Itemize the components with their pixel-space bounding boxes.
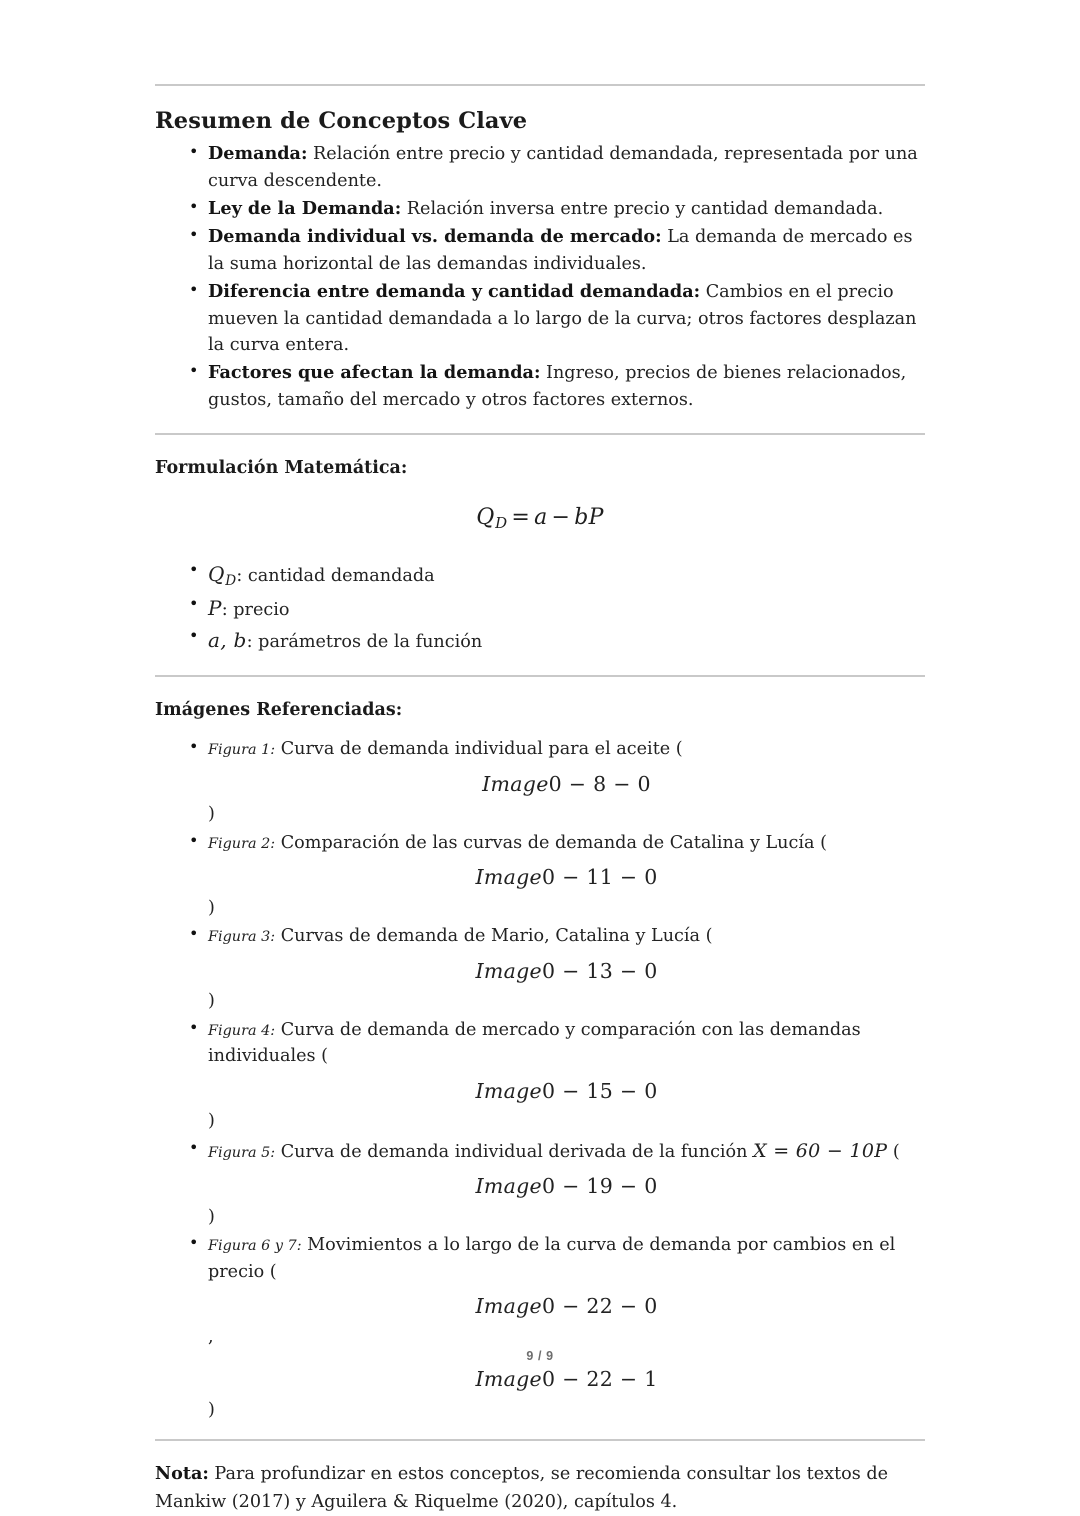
figure-caption: Curva de demanda individual derivada de la función <box>275 1141 754 1162</box>
image-ref-math: Image0 − 11 − 0 <box>475 865 658 890</box>
figure-caption: Curvas de demanda de Mario, Catalina y Lucía ( <box>275 926 713 947</box>
list-item <box>208 224 925 278</box>
list-item-text: Relación entre precio y cantidad demandada, representada por una curva descendente. <box>208 144 918 192</box>
figure-label: Figura 6 y 7: <box>208 1238 302 1255</box>
list-item-text: Ingreso, precios de bienes relacionados, gustos, tamaño del mercado y otros factores externos. <box>208 363 907 411</box>
symbol-ab: a, b <box>208 628 247 653</box>
list-item <box>208 1137 925 1231</box>
close-paren: ) <box>208 1400 215 1421</box>
figure-label: Figura 3: <box>208 929 276 946</box>
separator-comma: , <box>208 1326 214 1347</box>
figure-caption: Curva de demanda individual para el aceite ( <box>275 739 683 760</box>
list-item-term: Factores que afectan la demanda: <box>208 362 541 384</box>
section-heading-math: Formulación Matemática: <box>155 458 408 479</box>
list-item-term: Demanda individual vs. demanda de mercado: <box>208 225 662 247</box>
list-item <box>208 360 925 414</box>
image-ref-math: Image0 − 8 − 0 <box>482 771 651 796</box>
list-item <box>208 592 925 625</box>
image-ref-math: Image0 − 13 − 0 <box>475 958 658 983</box>
close-paren: ) <box>208 1206 215 1227</box>
list-item-term: Diferencia entre demanda y cantidad demandada: <box>208 280 701 302</box>
symbol-p: P <box>208 595 222 620</box>
section-divider-math <box>155 433 925 435</box>
image-ref-math: Image0 − 22 − 0 <box>475 1294 658 1319</box>
equation-legend-list <box>155 558 925 657</box>
list-item-text: La demanda de mercado es la suma horizontal de las demandas individuales. <box>208 226 913 274</box>
list-item <box>208 279 925 360</box>
figure-label: Figura 1: <box>208 742 276 759</box>
section-heading-images: Imágenes Referenciadas: <box>155 699 403 720</box>
list-item <box>208 141 925 195</box>
section-divider-images <box>155 675 925 677</box>
image-ref-math: Image0 − 15 − 0 <box>475 1078 658 1103</box>
figure-caption: Comparación de las curvas de demanda de Catalina y Lucía ( <box>275 832 827 853</box>
document-content <box>155 84 925 1516</box>
list-item <box>208 923 925 1015</box>
figure-caption: Movimientos a lo largo de la curva de demanda por cambios en el precio ( <box>208 1235 896 1282</box>
list-item <box>208 196 925 223</box>
list-item-term: Ley de la Demanda: <box>208 197 402 219</box>
list-item-text: : precio <box>221 599 290 620</box>
list-item <box>208 1017 925 1135</box>
note-text: Para profundizar en estos conceptos, se recomienda consultar los textos de Mankiw (2017) y Aguilera & Riquelme (2020), capítulos 4. <box>155 1464 889 1512</box>
figure-label: Figura 2: <box>208 835 276 852</box>
section-divider-note <box>155 1439 925 1441</box>
list-item-text: : cantidad demandada <box>236 565 435 586</box>
list-item-text: Cambios en el precio mueven la cantidad demandada a lo largo de la curva; otros factores desplazan la curva entera. <box>208 281 917 356</box>
equation-math: $Q_D = a$ − bP <box>476 504 604 532</box>
list-item-text: Relación inversa entre precio y cantidad demandada. <box>401 198 884 219</box>
inline-math-demand-function: X = 60 − 10P <box>753 1139 888 1162</box>
note-paragraph <box>155 1460 925 1516</box>
list-item-term: Demanda: <box>208 143 308 165</box>
close-paren: ) <box>208 1111 215 1132</box>
close-paren: ) <box>208 991 215 1012</box>
close-paren: ) <box>208 897 215 918</box>
list-item <box>208 558 925 592</box>
demand-equation <box>155 505 925 532</box>
list-item <box>208 624 925 657</box>
page-footer: 9 / 9 <box>526 1349 554 1363</box>
figure-label: Figura 4: <box>208 1022 276 1039</box>
page-title: Resumen de Conceptos Clave <box>155 108 528 134</box>
key-concepts-list <box>155 141 925 414</box>
symbol-qd: $Q_D$ <box>208 561 237 589</box>
note-label: Nota: <box>155 1463 209 1485</box>
figure-caption-after: ( <box>887 1141 900 1162</box>
list-item <box>208 736 925 828</box>
section-divider-top <box>155 84 925 86</box>
list-item-text: : parámetros de la función <box>246 632 483 653</box>
referenced-images-list <box>155 736 925 1423</box>
figure-caption: Curva de demanda de mercado y comparación con las demandas individuales ( <box>208 1019 861 1067</box>
list-item <box>208 830 925 922</box>
image-ref-math: Image0 − 22 − 1 <box>475 1367 658 1392</box>
figure-label: Figura 5: <box>208 1144 276 1161</box>
list-item <box>208 1232 925 1423</box>
close-paren: ) <box>208 804 215 825</box>
image-ref-math: Image0 − 19 − 0 <box>475 1174 658 1199</box>
